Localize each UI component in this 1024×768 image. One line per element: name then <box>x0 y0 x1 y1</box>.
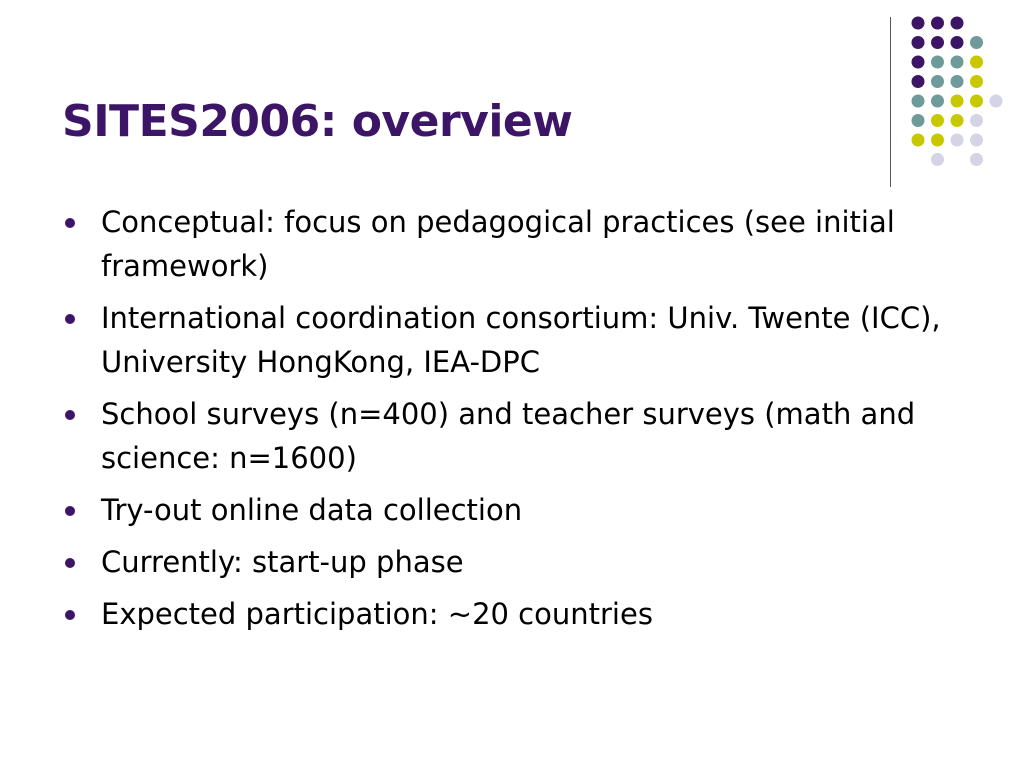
decorative-dot-icon <box>970 75 983 88</box>
decorative-dot-icon <box>970 114 983 127</box>
decorative-dot-icon <box>912 36 925 49</box>
slide-title: SITES2006: overview <box>62 96 573 147</box>
decorative-dot-icon <box>912 114 925 127</box>
decorative-dot-icon <box>912 134 925 147</box>
decorative-dot-icon <box>931 75 944 88</box>
decorative-dot-icon <box>912 95 925 108</box>
bullet-marker-icon <box>65 314 75 324</box>
decorative-dot-icon <box>931 17 944 30</box>
bullet-text: Expected participation: ~20 countries <box>101 597 653 631</box>
decorative-dot-icon <box>951 75 964 88</box>
decorative-dot-icon <box>970 36 983 49</box>
decorative-dot-icon <box>970 134 983 147</box>
bullet-marker-icon <box>65 218 75 228</box>
decorative-dot-icon <box>931 95 944 108</box>
bullet-item <box>62 392 962 480</box>
decorative-dot-icon <box>951 17 964 30</box>
bullet-list <box>62 200 962 644</box>
decorative-dot-icon <box>931 153 944 166</box>
bullet-marker-icon <box>65 610 75 620</box>
bullet-item <box>62 200 962 288</box>
decorative-dot-icon <box>970 153 983 166</box>
bullet-text: International coordination consortium: Univ. Twente (ICC), University HongKong, IEA-DPC <box>101 301 941 379</box>
bullet-item <box>62 296 962 384</box>
decorative-dot-icon <box>951 95 964 108</box>
decorative-dot-icon <box>970 56 983 69</box>
decorative-dot-icon <box>931 134 944 147</box>
decorative-dot-icon <box>951 134 964 147</box>
decorative-dot-icon <box>931 56 944 69</box>
bullet-text: Try-out online data collection <box>101 493 523 527</box>
decorative-dot-icon <box>990 95 1003 108</box>
bullet-text: Conceptual: focus on pedagogical practices (see initial framework) <box>101 205 895 283</box>
bullet-item <box>62 592 962 636</box>
bullet-marker-icon <box>65 558 75 568</box>
decorative-dot-icon <box>912 56 925 69</box>
decorative-dot-icon <box>931 36 944 49</box>
decorative-dot-icon <box>970 95 983 108</box>
decorative-dot-icon <box>951 56 964 69</box>
decorative-dot-icon <box>912 17 925 30</box>
decorative-dot-icon <box>912 75 925 88</box>
bullet-marker-icon <box>65 410 75 420</box>
bullet-text: Currently: start-up phase <box>101 545 464 579</box>
decorative-dot-icon <box>951 114 964 127</box>
title-divider-line <box>890 17 891 187</box>
decorative-dot-icon <box>931 114 944 127</box>
bullet-marker-icon <box>65 506 75 516</box>
bullet-item <box>62 488 962 532</box>
bullet-text: School surveys (n=400) and teacher surveys (math and science: n=1600) <box>101 397 916 475</box>
decorative-dot-icon <box>951 36 964 49</box>
bullet-item <box>62 540 962 584</box>
